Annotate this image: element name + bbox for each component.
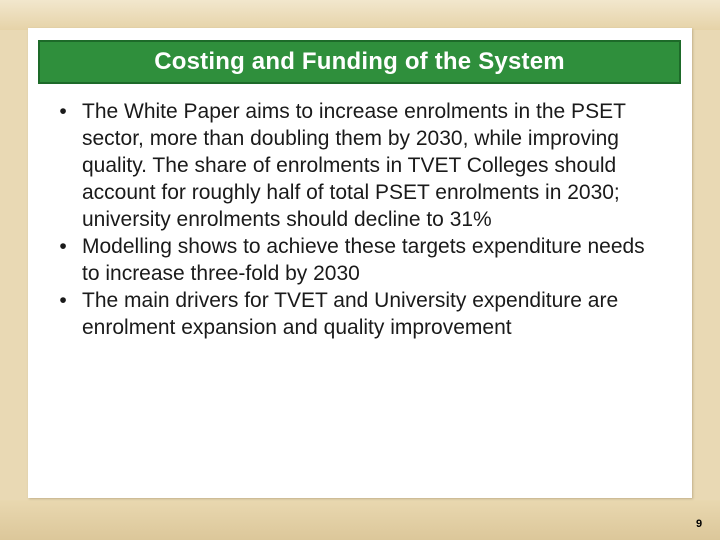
bullet-item	[56, 233, 666, 287]
bullet-marker: •	[59, 289, 67, 312]
bullet-marker: •	[59, 235, 67, 258]
bullet-text: The main drivers for TVET and University expenditure are enrolment expansion and quality improvement	[82, 289, 619, 339]
bullet-item	[56, 287, 666, 341]
bullet-text: The White Paper aims to increase enrolments in the PSET sector, more than doubling them by 2030, while improving quality. The share of enrolments in TVET Colleges should account for roughly half of total PSET enrolments in 2030; university enrolments should decline to 31%	[82, 100, 626, 231]
bullet-text: Modelling shows to achieve these targets expenditure needs to increase three-fold by 2030	[82, 235, 645, 285]
bullet-list	[56, 98, 666, 341]
slide-title: Costing and Funding of the System	[154, 48, 565, 75]
slide-frame-bottom	[0, 500, 720, 540]
page-number: 9	[696, 518, 703, 530]
slide-title-bar	[38, 40, 681, 84]
bullet-marker: •	[59, 100, 67, 123]
bullet-item	[56, 98, 666, 233]
slide-frame-top	[0, 0, 720, 30]
